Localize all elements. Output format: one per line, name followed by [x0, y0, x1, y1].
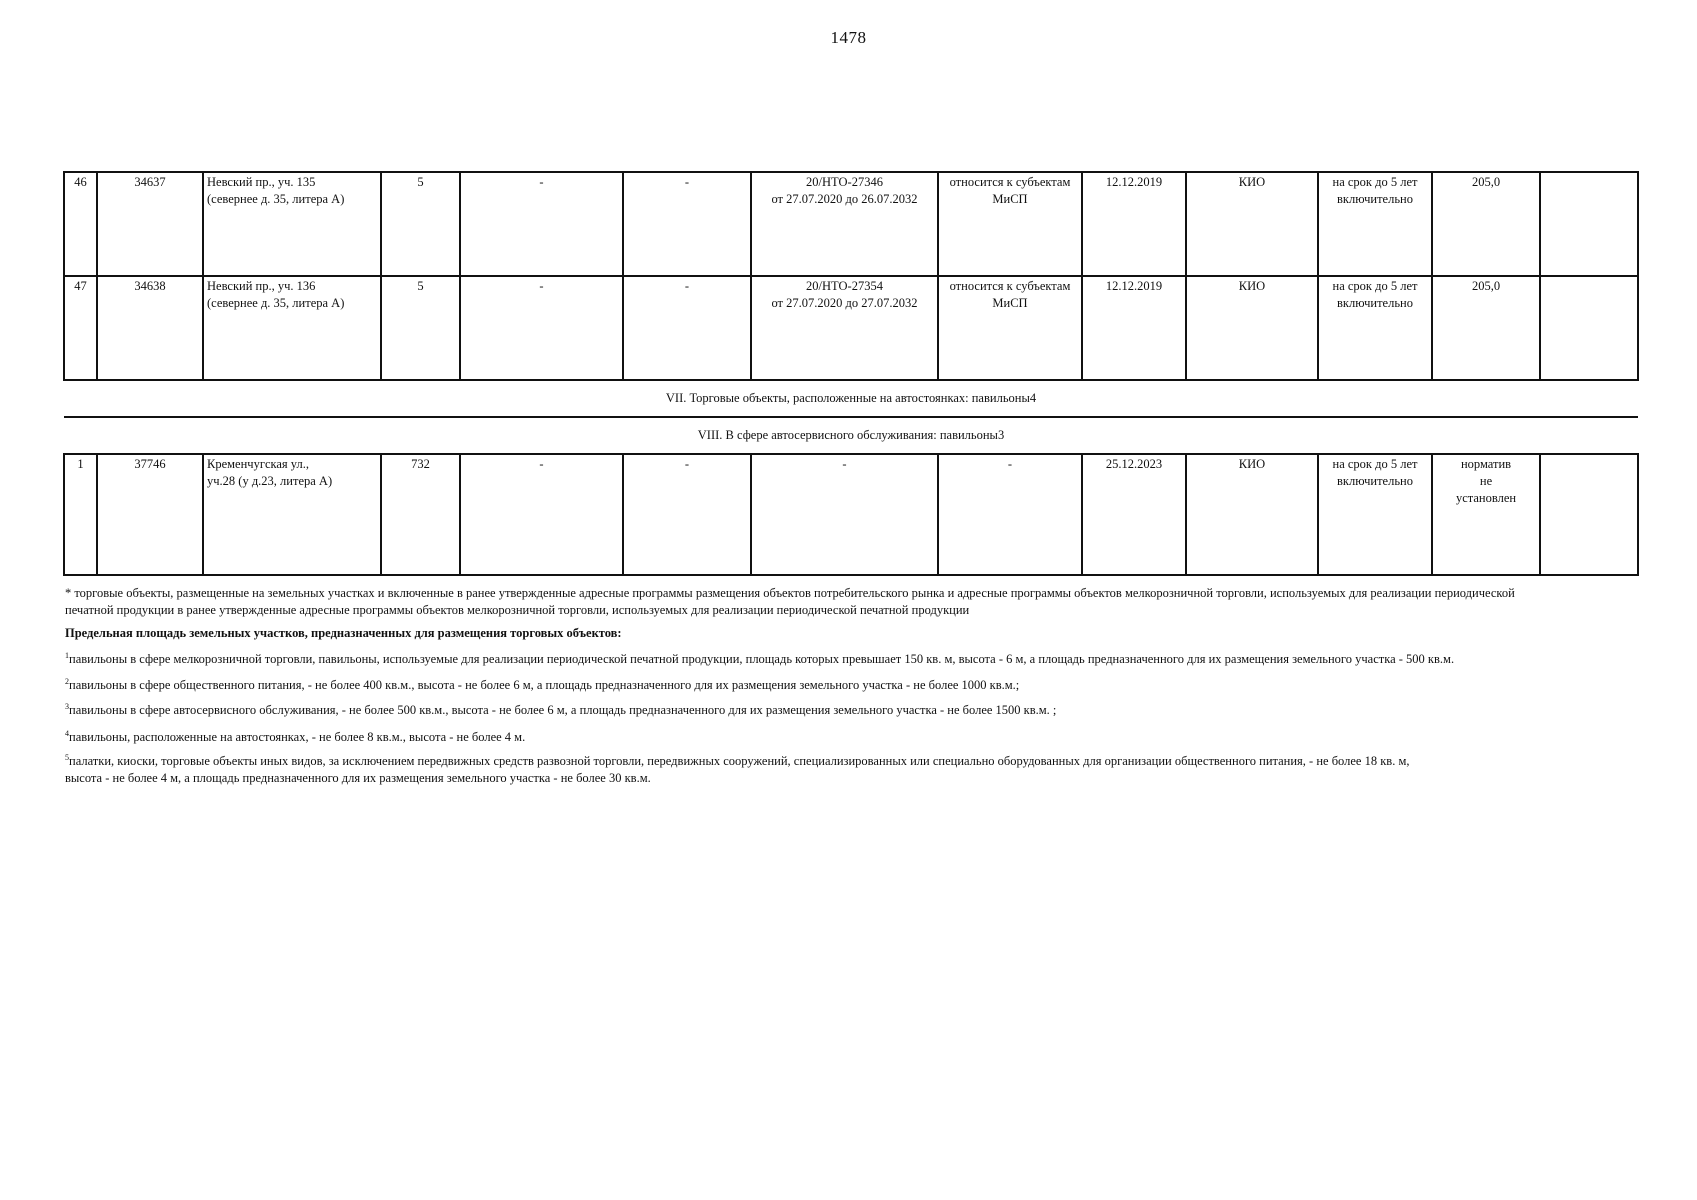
table-row: [64, 454, 1638, 575]
cell-dash: -: [460, 172, 623, 276]
cell-object-id: 34637: [97, 172, 203, 276]
cell-dash: -: [623, 172, 751, 276]
cell-dash: -: [623, 276, 751, 380]
cell-date: 12.12.2019: [1082, 172, 1186, 276]
contract-period: от 27.07.2020 до 26.07.2032: [771, 191, 918, 206]
cell-quantity: 732: [381, 454, 460, 575]
cell-contract: [751, 172, 938, 276]
term-line: включительно: [1337, 295, 1413, 310]
cell-dash: -: [623, 454, 751, 575]
footnote-1: [65, 651, 1635, 668]
cell-area: [1432, 454, 1540, 575]
cell-address: [203, 172, 381, 276]
cell-contract: -: [751, 454, 938, 575]
page-number: 1478: [830, 28, 867, 47]
area-line: установлен: [1455, 490, 1517, 505]
subject-line: МиСП: [992, 191, 1028, 206]
address-line: Кременчугская ул.,: [207, 457, 309, 471]
cell-empty: [1540, 276, 1638, 380]
section-vii-heading: VII. Торговые объекты, расположенные на автостоянках: павильоны4: [64, 380, 1638, 417]
footnote-5: [65, 753, 1635, 787]
table-row: [64, 172, 1638, 276]
cell-term: [1318, 454, 1432, 575]
footnote-text: павильоны в сфере мелкорозничной торговли, павильоны, используемые для реализации периодической печатной продукции, площадь которых превышает 150 кв. м, высота - 6 м, а площадь предназначенного для их размещения земельного участка - 500 кв.м.: [69, 652, 1455, 666]
cell-dash: -: [460, 454, 623, 575]
cell-subject: -: [938, 454, 1082, 575]
footnotes: [65, 585, 1635, 619]
cell-organization: КИО: [1186, 172, 1318, 276]
term-line: на срок до 5 лет: [1332, 457, 1418, 471]
footnote-marker: 1: [65, 650, 69, 660]
table-row: [64, 276, 1638, 380]
footnote-marker: 2: [65, 676, 69, 686]
footnote-marker: 3: [65, 701, 69, 711]
registry-table: [63, 171, 1639, 576]
cell-empty: [1540, 172, 1638, 276]
cell-subject: [938, 172, 1082, 276]
section-row: [64, 380, 1638, 417]
footnote-text: павильоны в сфере автосервисного обслуживания, - не более 500 кв.м., высота - не более 6 м, а площадь предназначенного для их размещения земельного участка - не более 1500 кв.м. ;: [69, 703, 1057, 717]
cell-number: 47: [64, 276, 97, 380]
section-row: [64, 417, 1638, 454]
contract-period: от 27.07.2020 до 27.07.2032: [771, 295, 918, 310]
term-line: включительно: [1337, 191, 1413, 206]
address-line: (севернее д. 35, литера А): [207, 295, 345, 310]
cell-subject: [938, 276, 1082, 380]
cell-term: [1318, 276, 1432, 380]
footnote-2: [65, 677, 1635, 694]
section-viii-heading: VIII. В сфере автосервисного обслуживания: павильоны3: [64, 417, 1638, 454]
address-line: (севернее д. 35, литера А): [207, 191, 345, 206]
cell-number: 1: [64, 454, 97, 575]
asterisk-note-line: печатной продукции в ранее утвержденные адресные программы объектов мелкорозничной торговли, используемых для реализации периодической печатной продукции: [65, 602, 970, 617]
cell-quantity: 5: [381, 172, 460, 276]
subject-line: МиСП: [992, 295, 1028, 310]
term-line: включительно: [1337, 473, 1413, 488]
footnote-text: павильоны в сфере общественного питания, - не более 400 кв.м., высота - не более 6 м, а площадь предназначенного для их размещения земельного участка - не более 1000 кв.м.;: [69, 678, 1020, 692]
area-line: не: [1479, 473, 1493, 488]
cell-organization: КИО: [1186, 454, 1318, 575]
footnote-marker: 5: [65, 752, 69, 762]
cell-dash: -: [460, 276, 623, 380]
term-line: на срок до 5 лет: [1332, 175, 1418, 189]
cell-term: [1318, 172, 1432, 276]
footnote-text-continued: высота - не более 4 м, а площадь предназначенного для их размещения земельного участка - не более 30 кв.м.: [65, 770, 651, 785]
cell-object-id: 34638: [97, 276, 203, 380]
subject-line: относится к субъектам: [949, 279, 1071, 293]
footnote-text: павильоны, расположенные на автостоянках, - не более 8 кв.м., высота - не более 4 м.: [69, 730, 526, 744]
cell-empty: [1540, 454, 1638, 575]
cell-address: [203, 454, 381, 575]
subject-line: относится к субъектам: [949, 175, 1071, 189]
cell-date: 25.12.2023: [1082, 454, 1186, 575]
footnote-4: [65, 729, 1635, 746]
cell-object-id: 37746: [97, 454, 203, 575]
address-line: Невский пр., уч. 135: [207, 175, 316, 189]
cell-area: 205,0: [1432, 172, 1540, 276]
address-line: уч.28 (у д.23, литера А): [207, 473, 333, 488]
cell-contract: [751, 276, 938, 380]
cell-date: 12.12.2019: [1082, 276, 1186, 380]
cell-organization: КИО: [1186, 276, 1318, 380]
notes-title: Предельная площадь земельных участков, предназначенных для размещения торговых объектов:: [65, 626, 622, 640]
cell-area: 205,0: [1432, 276, 1540, 380]
asterisk-note-line: * торговые объекты, размещенные на земельных участках и включенные в ранее утвержденные адресные программы размещения объектов потребительского рынка и адресные программы объектов мелкорозничной торговли, используемых для реализации периодической: [65, 586, 1515, 600]
footnote-text: палатки, киоски, торговые объекты иных видов, за исключением передвижных средств развозной торговли, передвижных сооружений, специализированных или специально оборудованных для организации общественного питания, - не более 18 кв. м,: [69, 754, 1410, 768]
term-line: на срок до 5 лет: [1332, 279, 1418, 293]
cell-address: [203, 276, 381, 380]
cell-quantity: 5: [381, 276, 460, 380]
footnote-marker: 4: [65, 728, 69, 738]
contract-number: 20/НТО-27354: [806, 279, 883, 293]
footnote-3: [65, 702, 1635, 719]
area-line: норматив: [1460, 457, 1512, 471]
address-line: Невский пр., уч. 136: [207, 279, 316, 293]
cell-number: 46: [64, 172, 97, 276]
contract-number: 20/НТО-27346: [806, 175, 883, 189]
